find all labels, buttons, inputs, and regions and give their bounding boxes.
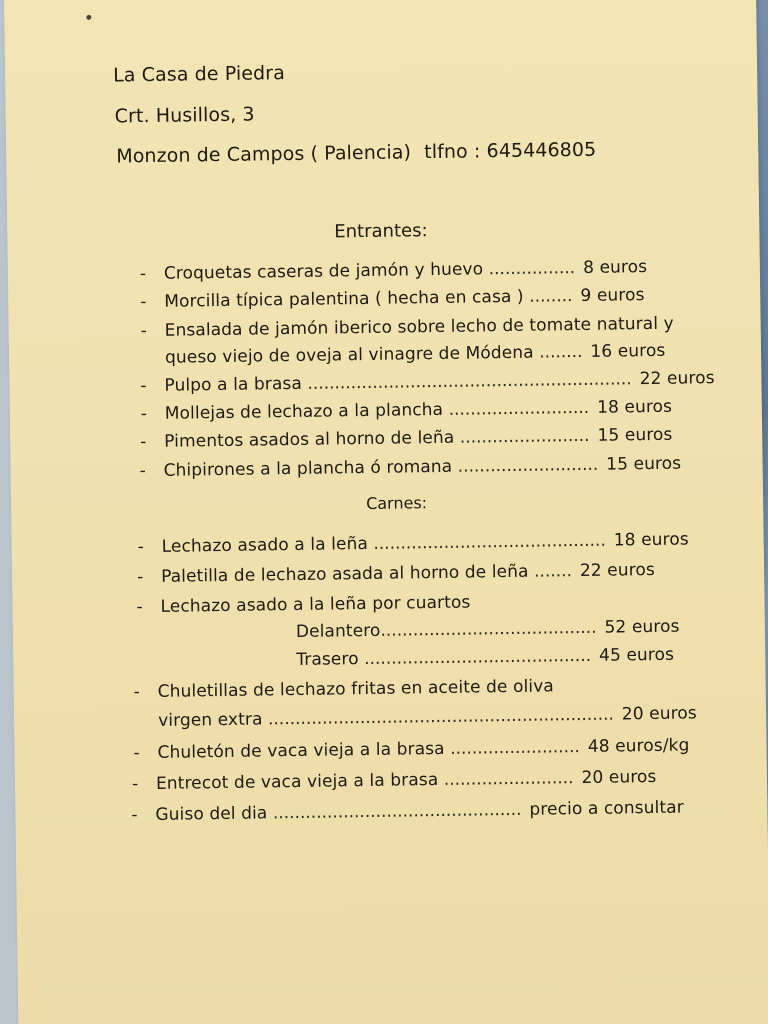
menu-item (138, 529, 689, 557)
item-leader: .......................... (448, 397, 590, 420)
item-leader: ................................................................ (267, 704, 614, 730)
item-price: 22 euros (639, 368, 715, 390)
item-dash: - (137, 537, 145, 558)
menu-item (140, 368, 714, 396)
item-price: 20 euros (581, 766, 657, 789)
restaurant-address: Crt. Husillos, 3 (114, 103, 255, 128)
item-dash: - (140, 292, 147, 313)
item-price: 16 euros (590, 340, 666, 362)
item-name: Croquetas caseras de jamón y huevo (163, 259, 484, 284)
item-leader: .......................... (457, 454, 599, 477)
paper-mark (86, 15, 91, 20)
item-dash: - (131, 774, 139, 795)
item-price: precio a consultar (529, 797, 684, 820)
item-price: 9 euros (580, 285, 645, 306)
menu-item (132, 767, 657, 794)
item-leader: ........................ (459, 425, 590, 448)
item-price: 48 euros/kg (587, 735, 690, 757)
item-dash: - (136, 597, 143, 618)
item-name: Guiso del dia (155, 803, 268, 825)
menu-item (137, 560, 655, 587)
item-dash: - (140, 432, 147, 453)
item-dash: - (140, 404, 148, 425)
menu-item (140, 285, 644, 312)
item-price: 52 euros (604, 616, 680, 638)
section-title-carnes: Carnes: (365, 493, 428, 513)
item-name: Lechazo asado a la leña (161, 533, 369, 557)
item-dash: - (139, 461, 147, 482)
item-price: 18 euros (596, 396, 673, 418)
menu-subitem (296, 645, 674, 670)
restaurant-name: La Casa de Piedra (112, 62, 286, 87)
menu-sheet (4, 0, 768, 1024)
item-name: Chuletillas de lechazo fritas en aceite de oliva (157, 676, 554, 702)
item-leader: ........ (539, 341, 583, 363)
item-dash: - (133, 743, 140, 764)
item-price: 15 euros (606, 453, 682, 475)
item-name: Lechazo asado a la leña por cuartos (160, 592, 471, 617)
restaurant-phone: tlfno : 645446805 (424, 138, 597, 164)
menu-item-continuation (158, 703, 697, 731)
item-leader: ....... (533, 561, 573, 582)
item-dash: - (140, 376, 147, 397)
item-dash: - (140, 321, 148, 342)
menu-item (131, 798, 684, 826)
item-name: Morcilla típica palentina ( hecha en casa ) (164, 286, 524, 312)
item-name: Pimentos asados al horno de leña (164, 427, 455, 452)
item-leader: ........................ (443, 768, 574, 790)
item-name: Paletilla de lechazo asada al horno de leña (160, 561, 529, 587)
item-leader: ........ (529, 286, 573, 307)
menu-item (134, 676, 554, 702)
item-name: Entrecot de vaca vieja a la brasa (155, 770, 439, 794)
item-name: Mollejas de lechazo a la plancha (164, 399, 444, 424)
item-dash: - (139, 264, 147, 285)
section-title-entrantes: Entrantes: (334, 220, 428, 243)
item-name: Trasero (296, 649, 359, 670)
menu-item (140, 454, 682, 482)
menu-subitem (296, 617, 680, 642)
item-leader: .............................................. (272, 799, 522, 824)
item-price: 22 euros (579, 559, 655, 582)
item-price: 18 euros (613, 529, 689, 551)
item-price: 15 euros (597, 424, 673, 446)
restaurant-city: Monzon de Campos ( Palencia) (116, 141, 412, 168)
item-price: 45 euros (598, 644, 675, 666)
item-name: Ensalada de jamón iberico sobre lecho de tomate natural y (164, 313, 674, 341)
menu-item (140, 257, 648, 284)
item-name: Pulpo a la brasa (164, 373, 303, 396)
item-name: Chipirones a la plancha ó romana (163, 456, 453, 481)
item-name: Delantero (295, 620, 381, 642)
item-leader: .......................................... (363, 645, 592, 670)
item-price: 8 euros (582, 257, 648, 278)
item-name: virgen extra (157, 709, 263, 731)
menu-item (133, 736, 689, 764)
item-name: Chuletón de vaca vieja a la brasa (157, 738, 445, 763)
item-dash: - (131, 805, 138, 826)
menu-item (136, 593, 470, 618)
item-dash: - (136, 567, 144, 588)
menu-item (140, 425, 672, 452)
item-leader: ............................................................ (307, 369, 632, 394)
item-leader: ........................................... (373, 530, 606, 554)
item-leader: ........................ (450, 737, 580, 759)
menu-item (141, 397, 672, 424)
item-name: queso viejo de oveja al vinagre de Módena (164, 342, 534, 368)
item-leader: ........................................ (380, 617, 597, 641)
item-price: 20 euros (621, 703, 697, 725)
menu-item (141, 314, 674, 341)
item-dash: - (133, 682, 141, 703)
menu-item-continuation (165, 341, 666, 368)
item-leader: ................ (488, 258, 576, 280)
